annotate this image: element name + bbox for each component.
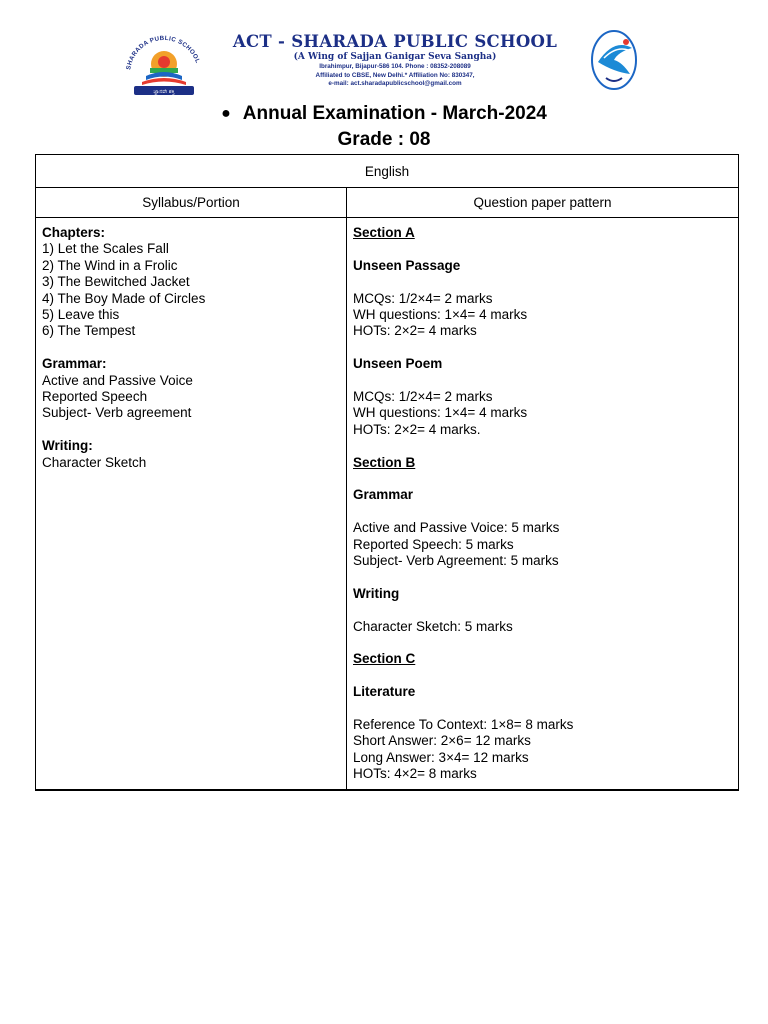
school-tagline: (A Wing of Sajjan Ganigar Seva Sangha) [293,52,497,62]
grammar-marks-item: Subject- Verb Agreement: 5 marks [353,553,559,569]
grammar-section-heading: Grammar [353,487,414,503]
writing-marks-item: Character Sketch: 5 marks [353,618,513,634]
grammar-heading: Grammar: [42,356,107,372]
exam-title: ● Annual Examination - March-2024 [221,103,547,124]
school-affiliation: Affiliated to CBSE, New Delhi.* Affiliation No: 830347, [315,71,475,79]
chapter-item: 2) The Wind in a Frolic [42,257,178,273]
grammar-marks-item: Active and Passive Voice: 5 marks [353,520,560,536]
school-emblem-logo [120,30,208,96]
grammar-item: Reported Speech [42,389,148,405]
grade-label: Grade : 08 [337,129,431,150]
school-name: ACT - SHARADA PUBLIC SCHOOL [232,32,558,51]
bullet-icon: ● [221,105,231,122]
dove-emblem-logo [588,28,640,92]
chapter-item: 6) The Tempest [42,323,136,339]
chapters-heading: Chapters: [42,225,106,240]
section-a-heading: Section A [353,225,415,240]
school-info [205,32,585,89]
section-c-heading: Section C [353,651,416,667]
writing-section-heading: Writing [353,585,400,601]
literature-marks-item: Long Answer: 3×4= 12 marks [353,749,529,765]
chapter-item: 5) Leave this [42,307,120,323]
subject-header: English [36,155,739,188]
pattern-column-header: Question paper pattern [347,188,739,218]
letterhead [0,0,768,100]
exam-syllabus-table [35,154,739,791]
poem-item: WH questions: 1×4= 4 marks [353,405,528,421]
syllabus-cell [36,218,347,791]
grammar-item: Active and Passive Voice [42,372,193,388]
school-address: Ibrahimpur, Bijapur-586 104. Phone : 08352-208089 [319,63,471,70]
unseen-passage-heading: Unseen Passage [353,257,461,273]
passage-item: WH questions: 1×4= 4 marks [353,307,528,322]
writing-heading: Writing: [42,438,93,454]
poem-item: MCQs: 1/2×4= 2 marks [353,389,493,404]
svg-text:ಜ್ಞಾನವೇ ಶಕ್ತಿ: ಜ್ಞಾನವೇ ಶಕ್ತಿ [153,89,175,95]
chapter-item: 3) The Bewitched Jacket [42,274,190,290]
passage-item: MCQs: 1/2×4= 2 marks [353,290,493,306]
school-email: e-mail: act.sharadapublicschool@gmail.com [328,80,462,87]
poem-item: HOTs: 2×2= 4 marks. [353,421,481,437]
section-b-heading: Section B [353,454,416,470]
chapter-item: 1) Let the Scales Fall [42,241,169,257]
grammar-item: Subject- Verb agreement [42,405,192,421]
literature-marks-item: Short Answer: 2×6= 12 marks [353,733,531,749]
writing-item: Character Sketch [42,454,147,470]
svg-text:SHARADA PUBLIC SCHOOL: SHARADA PUBLIC SCHOOL [125,34,202,71]
syllabus-column-header: Syllabus/Portion [36,188,347,218]
passage-item: HOTs: 2×2= 4 marks [353,323,477,339]
chapter-item: 4) The Boy Made of Circles [42,290,206,306]
literature-heading: Literature [353,684,416,700]
grammar-marks-item: Reported Speech: 5 marks [353,536,514,552]
literature-marks-item: HOTs: 4×2= 8 marks [353,766,477,782]
literature-marks-item: Reference To Context: 1×8= 8 marks [353,717,574,732]
pattern-cell [347,218,739,791]
unseen-poem-heading: Unseen Poem [353,356,443,372]
